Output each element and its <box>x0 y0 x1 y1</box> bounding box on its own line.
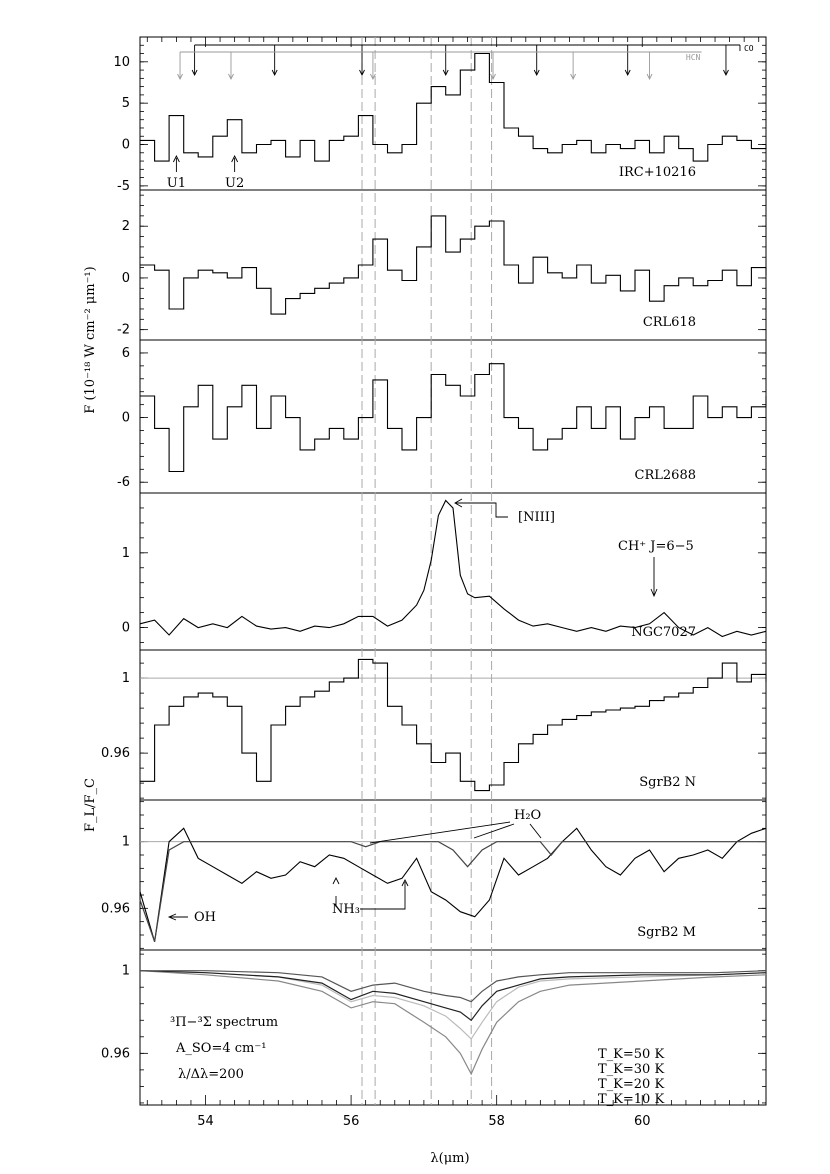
x-axis <box>147 37 758 1129</box>
spectrum-line <box>140 659 766 790</box>
co-label: CO <box>743 44 754 53</box>
y-tick-label: 2 <box>121 219 130 235</box>
oh-label: OH <box>194 910 216 925</box>
model-series-line <box>140 971 766 1021</box>
nh3-arrowhead-left <box>333 878 339 884</box>
niii-label: [NIII] <box>518 510 555 525</box>
niii-arrow <box>455 503 508 517</box>
y-tick-label: 6 <box>121 345 130 361</box>
x-tick-label: 60 <box>633 1114 651 1129</box>
plot-frame <box>140 37 766 1105</box>
y-tick-label: -2 <box>117 322 130 338</box>
y-tick-label: 0 <box>121 137 130 153</box>
legend-entry: T_K=30 K <box>598 1062 665 1077</box>
panel-0 <box>113 37 766 194</box>
panel-name-label: CRL618 <box>642 315 696 330</box>
spectrum-line <box>140 501 766 637</box>
x-tick-label: 54 <box>197 1114 214 1129</box>
y-tick-label: 1 <box>121 963 130 979</box>
y-tick-label: -6 <box>117 475 130 491</box>
x-tick-label: 58 <box>488 1114 505 1129</box>
panel-4 <box>101 659 766 798</box>
panel-name-label: NGC7027 <box>631 625 696 640</box>
h2o-arrow-3 <box>530 824 541 838</box>
y-tick-label: 1 <box>121 671 130 687</box>
y-tick-label: 5 <box>121 96 130 112</box>
nh3-label: NH₃ <box>332 902 360 917</box>
panel-1 <box>117 195 766 337</box>
panel-2 <box>117 346 766 490</box>
spectrum-line <box>140 54 766 162</box>
panel-5 <box>101 802 766 949</box>
y-tick-label: 0 <box>121 410 130 426</box>
y-tick-label: 0.96 <box>101 746 130 762</box>
panel-3 <box>122 493 766 643</box>
y-tick-label: -5 <box>117 178 130 194</box>
y-tick-label: 0.96 <box>101 901 130 917</box>
y-axis-label-ratio: F_L/F_C <box>83 778 98 832</box>
u1-label: U1 <box>166 176 187 191</box>
ch-plus-label: CH⁺ J=6−5 <box>618 539 694 554</box>
x-tick-label: 56 <box>342 1114 360 1129</box>
legend-entry: T_K=10 K <box>598 1092 665 1107</box>
spectrum-line <box>140 216 766 314</box>
model-label-1: ³Π−³Σ spectrum <box>170 1015 279 1030</box>
panel-name-label: IRC+10216 <box>618 165 696 180</box>
panel-name-label: SgrB2 N <box>639 775 696 790</box>
legend-entry: T_K=20 K <box>598 1077 665 1092</box>
y-axis-label-flux: F (10⁻¹⁸ W cm⁻² μm⁻¹) <box>83 266 98 414</box>
y-tick-label: 0.96 <box>101 1046 130 1062</box>
y-tick-label: 0 <box>121 620 130 636</box>
spectrum-line <box>140 364 766 472</box>
y-tick-label: 1 <box>121 834 130 850</box>
y-tick-label: 1 <box>121 545 130 561</box>
y-tick-label: 10 <box>113 54 130 70</box>
u2-label: U2 <box>225 176 245 191</box>
panel-name-label: CRL2688 <box>634 468 696 483</box>
model-label-3: λ/Δλ=200 <box>178 1067 244 1082</box>
panel-name-label: SgrB2 M <box>637 925 696 940</box>
model-label-2: A_SO=4 cm⁻¹ <box>176 1041 267 1056</box>
h2o-label: H₂O <box>514 808 542 823</box>
y-tick-label: 0 <box>121 270 130 286</box>
panels-group <box>101 37 766 1107</box>
x-axis-label: λ(μm) <box>430 1151 470 1166</box>
legend-entry: T_K=50 K <box>598 1047 665 1062</box>
hcn-label: HCN <box>685 53 701 62</box>
